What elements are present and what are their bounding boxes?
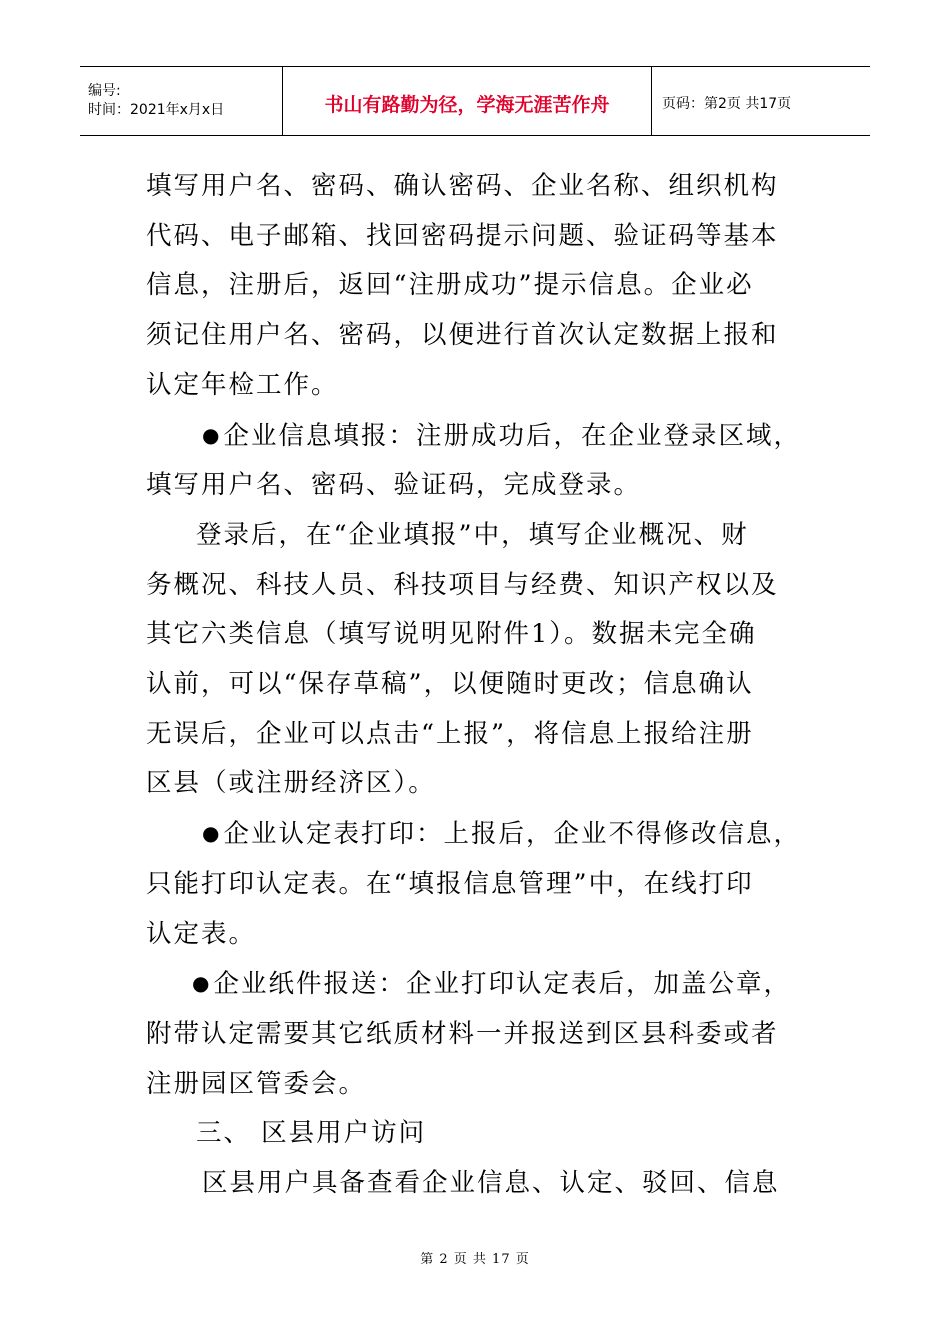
text-line	[146, 212, 816, 262]
text-line	[146, 710, 816, 760]
page-header	[80, 66, 870, 136]
text-line-content: 附带认定需要其它纸质材料一并报送到区县科委或者	[146, 1018, 779, 1049]
text-line	[146, 1109, 816, 1159]
text-line-content: 其它六类信息（填写说明见附件1）。数据未完全确	[146, 619, 757, 650]
text-line-content: 企业信息填报：注册成功后，在企业登录区域，	[223, 420, 801, 451]
text-line	[146, 561, 816, 611]
text-line	[146, 610, 816, 660]
text-line-content: 认定年检工作。	[146, 369, 339, 400]
text-line	[146, 461, 816, 511]
text-line	[146, 860, 816, 910]
text-line	[146, 411, 816, 462]
text-line-content: 认前，可以“保存草稿”，以便随时更改；信息确认	[146, 669, 754, 700]
text-line	[146, 311, 816, 361]
text-line-content: 区县（或注册经济区）。	[146, 768, 436, 799]
text-line-content: 企业认定表打印：上报后，企业不得修改信息，	[223, 819, 801, 850]
text-line	[146, 660, 816, 710]
header-page-info: 页码：第2页 共17页	[662, 96, 792, 112]
document-time-label: 时间：2021年x月x日	[88, 102, 225, 118]
text-line	[146, 1060, 816, 1110]
text-line-content: 三、 区县用户访问	[196, 1118, 427, 1149]
text-line	[146, 910, 816, 960]
text-line-content: 须记住用户名、密码，以便进行首次认定数据上报和	[146, 320, 779, 351]
header-motto: 书山有路勤为径，学海无涯苦作舟	[282, 67, 652, 135]
text-line-content: 信息，注册后，返回“注册成功”提示信息。企业必	[146, 270, 754, 301]
bullet-icon: ●	[202, 422, 222, 447]
bullet-icon: ●	[192, 971, 212, 996]
document-number-label: 编号:	[88, 83, 121, 99]
text-line-content: 务概况、科技人员、科技项目与经费、知识产权以及	[146, 569, 779, 600]
text-line	[146, 1159, 816, 1209]
text-line	[146, 162, 816, 212]
text-line-content: 企业纸件报送：企业打印认定表后，加盖公章，	[213, 969, 791, 1000]
bullet-icon: ●	[202, 821, 222, 846]
page-footer: 第 2 页 共 17 页	[420, 1252, 530, 1267]
text-line-content: 认定表。	[146, 918, 257, 949]
text-line-content: 代码、电子邮箱、找回密码提示问题、验证码等基本	[146, 220, 779, 251]
text-line-content: 只能打印认定表。在“填报信息管理”中，在线打印	[146, 868, 754, 899]
text-line	[146, 959, 816, 1010]
text-line	[146, 1010, 816, 1060]
text-line	[146, 261, 816, 311]
text-line-content: 填写用户名、密码、确认密码、企业名称、组织机构	[146, 171, 779, 201]
text-line	[146, 759, 816, 809]
text-line	[146, 511, 816, 561]
text-line-content: 注册园区管委会。	[146, 1068, 367, 1099]
header-meta	[80, 67, 282, 135]
text-line-content: 登录后，在“企业填报”中，填写企业概况、财	[196, 519, 749, 550]
text-line	[146, 809, 816, 860]
text-line	[146, 361, 816, 411]
document-body	[146, 162, 816, 1209]
text-line-content: 无误后，企业可以点击“上报”，将信息上报给注册	[146, 718, 754, 749]
text-line-content: 区县用户具备查看企业信息、认定、驳回、信息	[202, 1168, 780, 1199]
text-line-content: 填写用户名、密码、验证码，完成登录。	[146, 470, 642, 501]
